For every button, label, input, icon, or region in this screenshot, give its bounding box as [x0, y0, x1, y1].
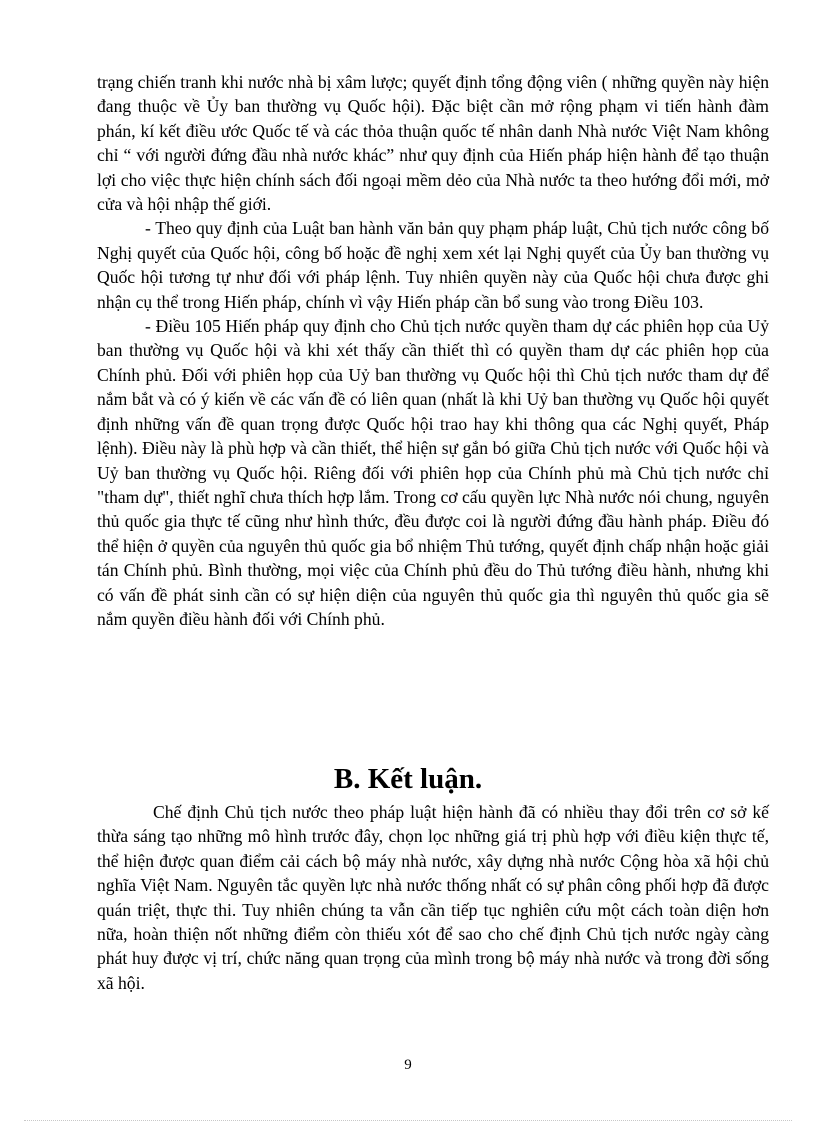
paragraph-bullet-1: - Theo quy định của Luật ban hành văn bản quy phạm pháp luật, Chủ tịch nước công bố Nghị quyết của Quốc hội, công bố hoặc đề nghị xem xét lại Nghị quyết của Ủy ban thường vụ Quốc hội tương tự như đối với pháp lệnh. Tuy nhiên quyền này của Quốc hội chưa được ghi nhận cụ thể trong Hiến pháp, chính vì vậy Hiến pháp cần bổ sung vào trong Điều 103. [97, 218, 769, 312]
section-heading: B. Kết luận. [333, 763, 483, 795]
body-text [97, 70, 769, 631]
footer-divider [24, 1120, 792, 1121]
page-number: 9 [404, 1057, 412, 1073]
conclusion-section [97, 800, 769, 995]
paragraph-continuation: trạng chiến tranh khi nước nhà bị xâm lược; quyết định tổng động viên ( những quyền này hiện đang thuộc về Ủy ban thường vụ Quốc hội). Đặc biệt cần mở rộng phạm vi tiến hành đàm phán, kí kết điều ước Quốc tế và các thỏa thuận quốc tế nhân danh Nhà nước Việt Nam không chỉ “ với người đứng đầu nhà nước khác” như quy định của Hiến pháp hiện hành để tạo thuận lợi cho việc thực hiện chính sách đối ngoại mềm dẻo của Nhà nước ta theo hướng đổi mới, mở cửa và hội nhập thế giới. [97, 72, 769, 215]
paragraph-bullet-2: - Điều 105 Hiến pháp quy định cho Chủ tịch nước quyền tham dự các phiên họp của Uỷ ban thường vụ Quốc hội và khi xét thấy cần thiết thì có quyền tham dự các phiên họp của Chính phủ. Đối với phiên họp của Uỷ ban thường vụ Quốc hội thì Chủ tịch nước tham dự để nắm bắt và có ý kiến về các vấn đề có liên quan (nhất là khi Uỷ ban thường vụ Quốc hội quyết định những vấn đề quan trọng được Quốc hội trao hay khi thông qua các Nghị quyết, Pháp lệnh). Điều này là phù hợp và cần thiết, thể hiện sự gắn bó giữa Chủ tịch nước với Quốc hội và Uỷ ban thường vụ Quốc hội. Riêng đối với phiên họp của Chính phủ mà Chủ tịch nước chỉ "tham dự", thiết nghĩ chưa thích hợp lắm. Trong cơ cấu quyền lực Nhà nước nói chung, nguyên thủ quốc gia thực tế cũng như hình thức, đều được coi là người đứng đầu hành pháp. Điều đó thể hiện ở quyền của nguyên thủ quốc gia bổ nhiệm Thủ tướng, quyết định chấp nhận hoặc giải tán Chính phủ. Bình thường, mọi việc của Chính phủ đều do Thủ tướng điều hành, nhưng khi có vấn đề phát sinh cần có sự hiện diện của nguyên thủ quốc gia thì nguyên thủ quốc gia sẽ nắm quyền điều hành đối với Chính phủ. [97, 316, 769, 629]
conclusion-paragraph: Chế định Chủ tịch nước theo pháp luật hiện hành đã có nhiều thay đổi trên cơ sở kế thừa sáng tạo những mô hình trước đây, chọn lọc những giá trị phù hợp với điều kiện thực tế, thể hiện được quan điểm cải cách bộ máy nhà nước, xây dựng nhà nước Cộng hòa xã hội chủ nghĩa Việt Nam. Nguyên tắc quyền lực nhà nước thống nhất có sự phân công phối hợp đã được quán triệt, thực thi. Tuy nhiên chúng ta vẫn cần tiếp tục nghiên cứu một cách toàn diện hơn nữa, hoàn thiện nốt những điểm còn thiếu xót để sao cho chế định Chủ tịch nước ngày càng phát huy được vị trí, chức năng quan trọng của mình trong bộ máy nhà nước và trong đời sống xã hội. [97, 802, 769, 993]
